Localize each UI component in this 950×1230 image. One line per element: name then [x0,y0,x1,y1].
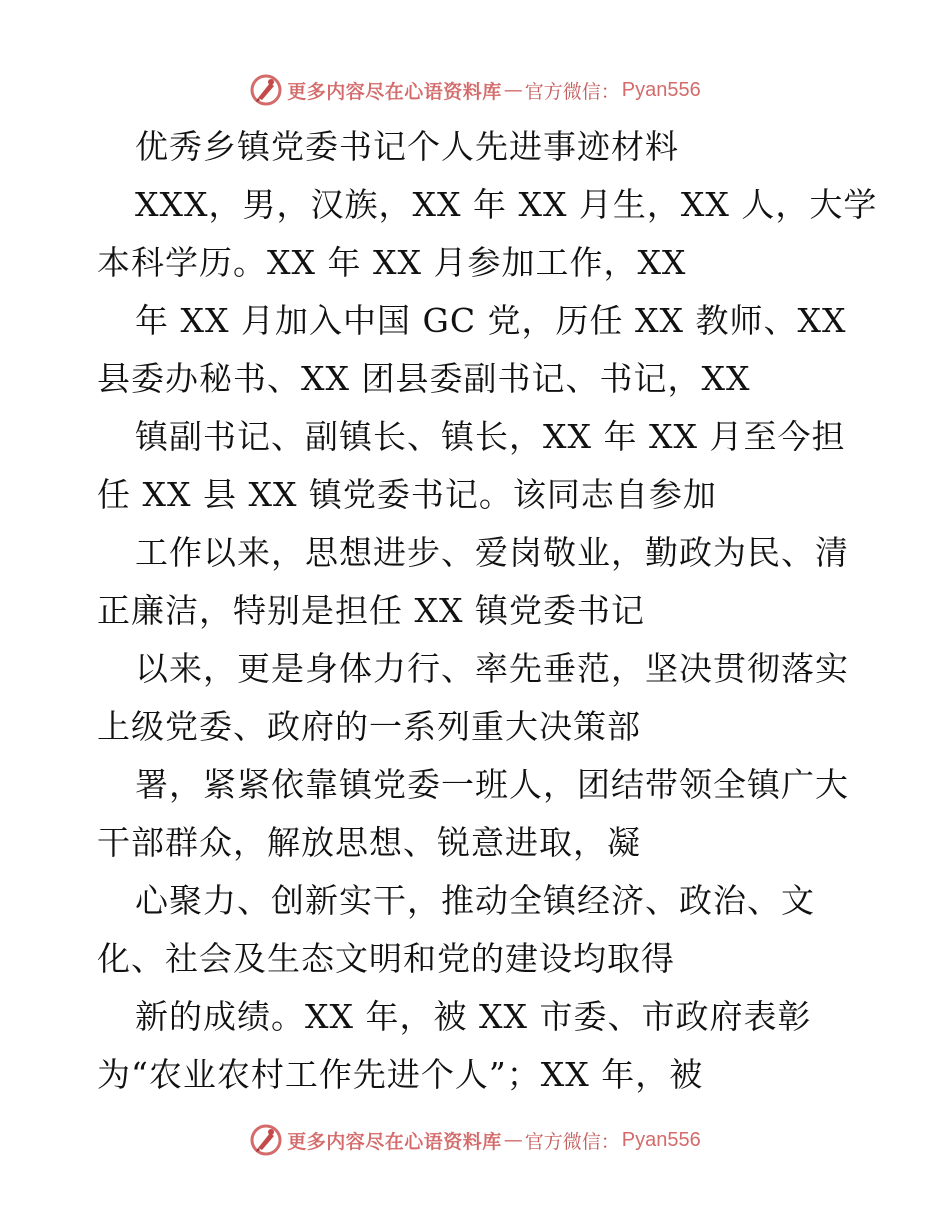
body-line: 署，紧紧依靠镇党委一班人，团结带领全镇广大 [135,765,849,804]
body-line: 正廉洁，特别是担任 XX 镇党委书记 [97,591,645,630]
body-line: 干部群众，解放思想、锐意进取，凝 [97,823,641,862]
body-line: XXX，男，汉族，XX 年 XX 月生，XX 人，大学 [135,185,878,224]
banner-separator: — [503,79,523,101]
document-title: 优秀乡镇党委书记个人先进事迹材料 [135,127,679,166]
body-line: 年 XX 月加入中国 GC 党，历任 XX 教师、XX [135,301,847,340]
body-line: 上级党委、政府的一系列重大决策部 [97,707,641,746]
banner-wechat-label: 官方微信： [524,1130,620,1153]
header-watermark-banner [0,70,950,110]
banner-separator: — [503,1129,523,1151]
body-line: 本科学历。XX 年 XX 月参加工作，XX [97,243,687,282]
body-line: 县委办秘书、XX 团县委副书记、书记，XX [97,359,751,398]
body-line: 任 XX 县 XX 镇党委书记。该同志自参加 [97,475,717,514]
document-body [97,118,878,1104]
banner-wechat-id: Pyan556 [621,1128,701,1151]
body-line: 镇副书记、副镇长、镇长，XX 年 XX 月至今担 [135,417,846,456]
banner-text: 更多内容尽在心语资料库 [287,80,502,103]
banner-text: 更多内容尽在心语资料库 [287,1130,502,1153]
body-line: 为“农业农村工作先进个人”；XX 年，被 [97,1055,704,1094]
body-line: 工作以来，思想进步、爱岗敬业，勤政为民、清 [135,533,849,572]
body-line: 心聚力、创新实干，推动全镇经济、政治、文 [135,881,815,920]
pen-nib-circle-icon [249,1123,283,1157]
body-line: 新的成绩。XX 年，被 XX 市委、市政府表彰 [135,997,812,1036]
footer-watermark-banner [0,1120,950,1160]
body-line: 以来，更是身体力行、率先垂范，坚决贯彻落实 [135,649,849,688]
body-line: 化、社会及生态文明和党的建设均取得 [97,939,675,978]
pen-nib-circle-icon [249,73,283,107]
banner-wechat-id: Pyan556 [621,78,701,101]
banner-wechat-label: 官方微信： [524,80,620,103]
